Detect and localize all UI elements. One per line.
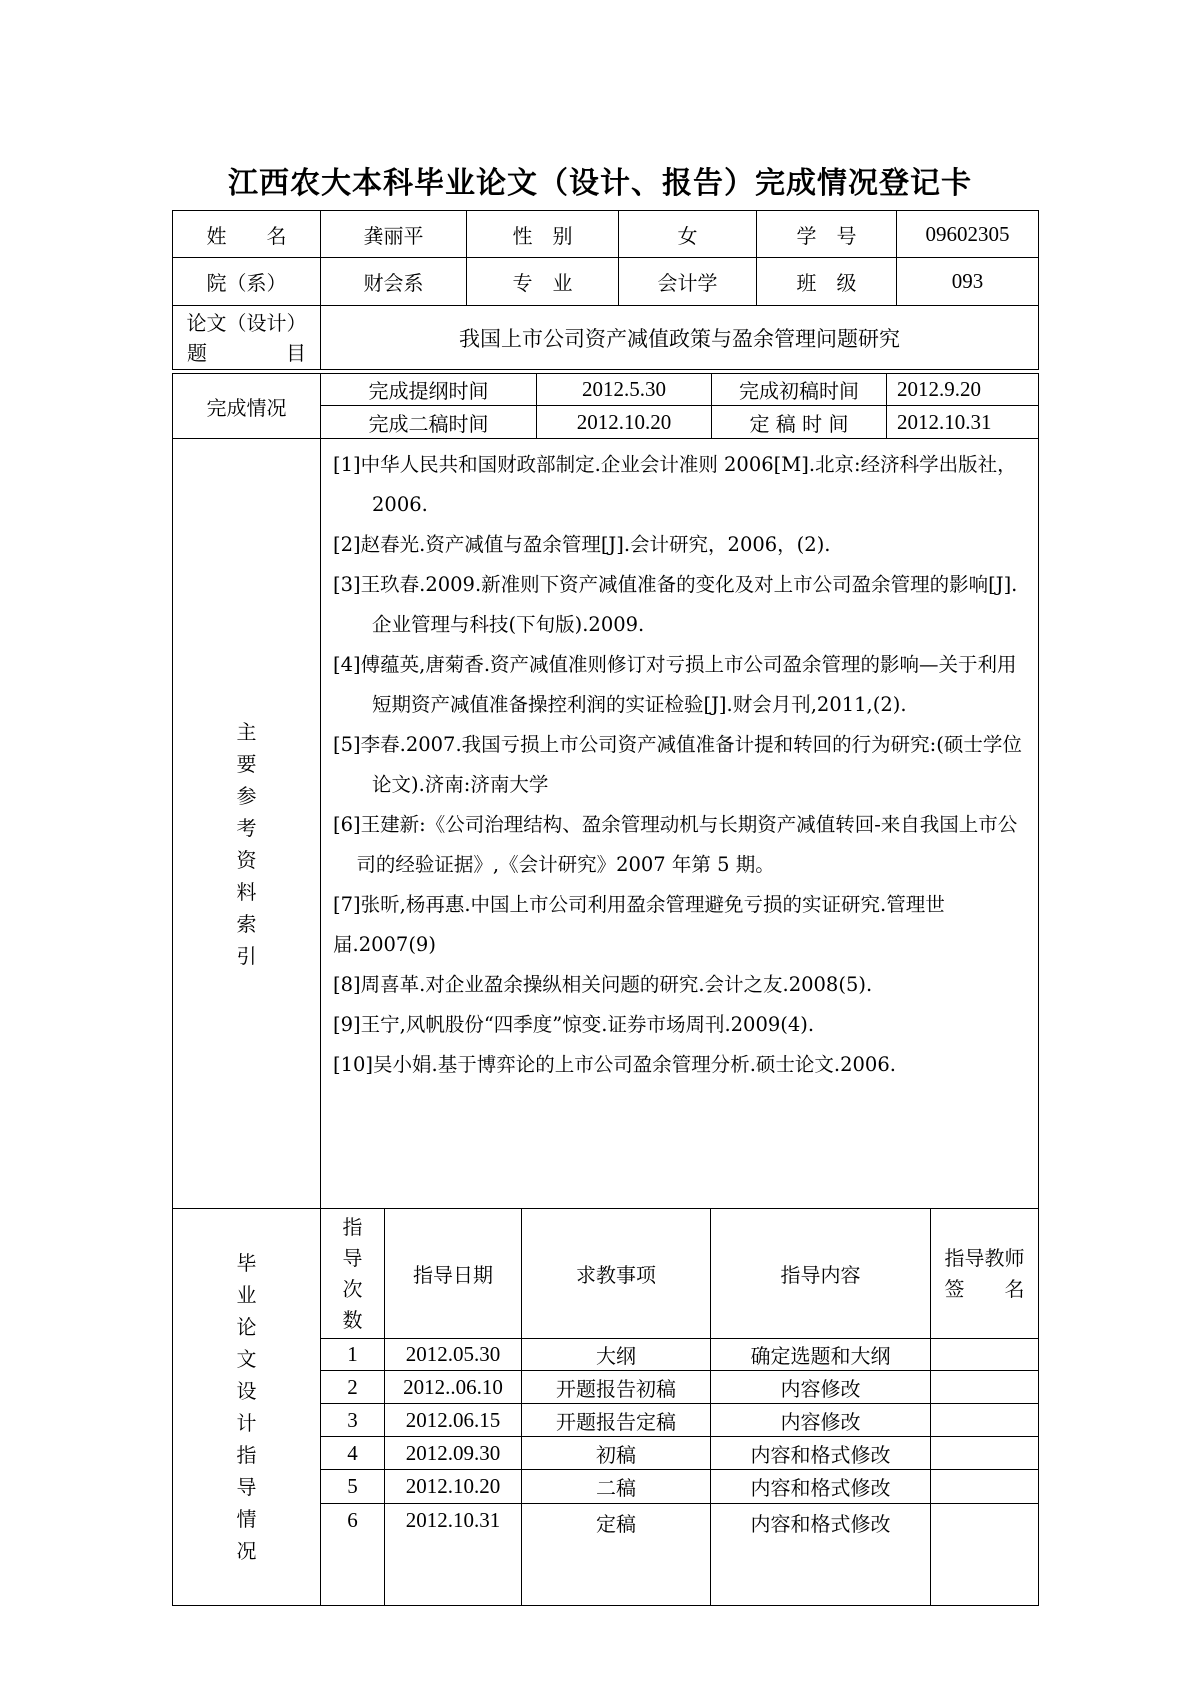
reference-item: [6]王建新:《公司治理结构、盈余管理动机与长期资产减值转回-来自我国上市公司的经验证据》,《会计研究》2007 年第 5 期。 <box>333 813 1018 876</box>
guidance-row-date: 2012.05.30 <box>385 1339 522 1371</box>
second-draft-time-label: 完成二稿时间 <box>321 406 537 439</box>
guidance-label-char: 导 <box>236 1475 257 1499</box>
guidance-row-date: 2012.09.30 <box>385 1437 522 1470</box>
guidance-label-char: 设 <box>236 1379 257 1403</box>
name-label: 姓 名 <box>173 211 321 258</box>
references-label-char: 引 <box>236 943 257 968</box>
thesis-topic-label-line1: 论文（设计） <box>186 310 307 335</box>
guidance-row-signature <box>931 1371 1039 1404</box>
guidance-row-content: 内容和格式修改 <box>711 1504 931 1606</box>
student-id-value: 09602305 <box>897 211 1039 258</box>
guidance-row-date: 2012.10.20 <box>385 1470 522 1504</box>
reference-item: [10]吴小娟.基于博弈论的上市公司盈余管理分析.硕士论文.2006. <box>333 1053 896 1076</box>
first-draft-time-label: 完成初稿时间 <box>712 374 887 406</box>
guidance-count-header-char: 指 <box>342 1214 363 1239</box>
references-label-char: 索 <box>236 911 257 936</box>
guidance-row-content: 内容修改 <box>711 1404 931 1437</box>
completion-table <box>172 373 1039 439</box>
guidance-row-item: 定稿 <box>522 1504 711 1606</box>
reference-item: [2]赵春光.资产减值与盈余管理[J].会计研究，2006，(2). <box>333 533 831 556</box>
thesis-topic-value: 我国上市公司资产减值政策与盈余管理问题研究 <box>321 306 1039 370</box>
guidance-row-number: 3 <box>321 1404 385 1437</box>
reference-item: [1]中华人民共和国财政部制定.企业会计准则 2006[M].北京:经济科学出版社，2006. <box>333 453 1017 516</box>
reference-item: [8]周喜革.对企业盈余操纵相关问题的研究.会计之友.2008(5). <box>333 973 873 996</box>
reference-item: [4]傅蕴英,唐菊香.资产减值准则修订对亏损上市公司盈余管理的影响—关于利用短期资产减值准备操控利润的实证检验[J].财会月刊,2011,(2). <box>333 653 1017 716</box>
department-label: 院（系） <box>173 258 321 306</box>
guidance-row-signature <box>931 1339 1039 1371</box>
references-label-char: 资 <box>236 847 257 872</box>
guidance-table <box>172 1208 1039 1606</box>
class-value: 093 <box>897 258 1039 306</box>
guidance-signature-header-line2: 签 名 <box>944 1276 1025 1301</box>
guidance-date-header: 指导日期 <box>385 1209 522 1339</box>
guidance-row-item: 开题报告定稿 <box>522 1404 711 1437</box>
student-info-table <box>172 210 1039 370</box>
major-label: 专 业 <box>467 258 619 306</box>
guidance-count-header-char: 导 <box>342 1245 363 1270</box>
outline-time-label: 完成提纲时间 <box>321 374 537 406</box>
outline-time-value: 2012.5.30 <box>537 374 712 406</box>
gender-label: 性 别 <box>467 211 619 258</box>
references-label-char: 考 <box>236 815 257 840</box>
name-value: 龚丽平 <box>321 211 467 258</box>
final-time-value: 2012.10.31 <box>887 406 1039 439</box>
guidance-row-number: 5 <box>321 1470 385 1504</box>
guidance-row-content: 内容修改 <box>711 1371 931 1404</box>
guidance-row-date: 2012.10.31 <box>385 1504 522 1606</box>
guidance-label <box>173 1209 321 1606</box>
guidance-label-char: 指 <box>236 1443 257 1467</box>
references-label-char: 参 <box>236 783 257 808</box>
gender-value: 女 <box>619 211 757 258</box>
guidance-label-char: 情 <box>236 1507 257 1531</box>
guidance-row-signature <box>931 1404 1039 1437</box>
reference-item: [3]王玖春.2009.新准则下资产减值准备的变化及对上市公司盈余管理的影响[J].企业管理与科技(下旬版).2009. <box>333 573 1018 636</box>
guidance-row-item: 开题报告初稿 <box>522 1371 711 1404</box>
second-draft-time-value: 2012.10.20 <box>537 406 712 439</box>
reference-item: [5]李春.2007.我国亏损上市公司资产减值准备计提和转回的行为研究:(硕士学位论文).济南:济南大学 <box>333 733 1022 796</box>
references-label-char: 主 <box>236 719 257 744</box>
guidance-count-header-char: 数 <box>342 1307 363 1332</box>
guidance-content-header: 指导内容 <box>711 1209 931 1339</box>
guidance-label-char: 毕 <box>236 1251 257 1275</box>
guidance-label-char: 计 <box>236 1411 257 1435</box>
guidance-row-number: 4 <box>321 1437 385 1470</box>
guidance-row-signature <box>931 1504 1039 1606</box>
guidance-signature-header <box>931 1209 1039 1339</box>
guidance-row-item: 二稿 <box>522 1470 711 1504</box>
guidance-row-signature <box>931 1470 1039 1504</box>
reference-item: [7]张昕,杨再惠.中国上市公司利用盈余管理避免亏损的实证研究.管理世届.2007(9) <box>333 893 945 956</box>
guidance-row-number: 1 <box>321 1339 385 1371</box>
guidance-row-item: 大纲 <box>522 1339 711 1371</box>
guidance-row-signature <box>931 1437 1039 1470</box>
guidance-count-header <box>321 1209 385 1339</box>
page-title: 江西农大本科毕业论文（设计、报告）完成情况登记卡 <box>228 166 972 201</box>
major-value: 会计学 <box>619 258 757 306</box>
guidance-signature-header-line1: 指导教师 <box>944 1245 1025 1270</box>
guidance-label-char: 业 <box>236 1283 257 1307</box>
guidance-row-content: 内容和格式修改 <box>711 1470 931 1504</box>
completion-label: 完成情况 <box>173 374 321 439</box>
guidance-count-header-char: 次 <box>342 1276 363 1301</box>
guidance-row-content: 确定选题和大纲 <box>711 1339 931 1371</box>
guidance-label-char: 文 <box>236 1347 257 1371</box>
guidance-row-date: 2012..06.10 <box>385 1371 522 1404</box>
first-draft-time-value: 2012.9.20 <box>887 374 1039 406</box>
guidance-row-item: 初稿 <box>522 1437 711 1470</box>
guidance-label-char: 论 <box>236 1315 257 1339</box>
guidance-row-number: 2 <box>321 1371 385 1404</box>
guidance-item-header: 求教事项 <box>522 1209 711 1339</box>
class-label: 班 级 <box>757 258 897 306</box>
guidance-row-content: 内容和格式修改 <box>711 1437 931 1470</box>
references-table <box>172 438 1039 1209</box>
thesis-topic-label <box>173 306 321 370</box>
guidance-row-date: 2012.06.15 <box>385 1404 522 1437</box>
student-id-label: 学 号 <box>757 211 897 258</box>
references-label <box>173 439 321 1209</box>
references-label-char: 要 <box>236 751 257 776</box>
reference-item: [9]王宁,风帆股份“四季度”惊变.证券市场周刊.2009(4). <box>333 1013 815 1036</box>
guidance-row-number: 6 <box>321 1504 385 1606</box>
references-list <box>321 439 1039 1209</box>
thesis-topic-label-line2: 题目 <box>187 340 306 365</box>
references-label-char: 料 <box>236 879 257 904</box>
department-value: 财会系 <box>321 258 467 306</box>
final-time-label: 定 稿 时 间 <box>712 406 887 439</box>
guidance-label-char: 况 <box>236 1539 257 1563</box>
